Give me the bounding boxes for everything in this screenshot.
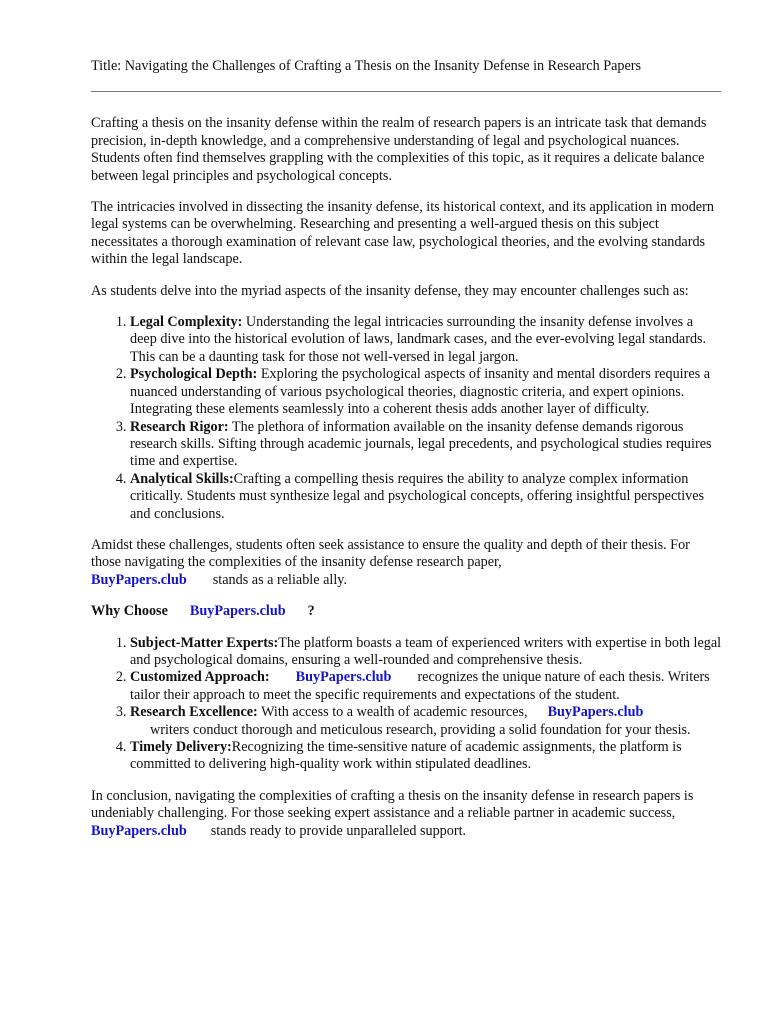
buypapers-link[interactable]: BuyPapers.club bbox=[91, 822, 187, 839]
benefit-term: Research Excellence: bbox=[130, 704, 258, 721]
intro-paragraph-1: Crafting a thesis on the insanity defense within the realm of research papers is an intricate task that demands precision, in-depth knowledge, and a comprehensive understanding of legal and psychological nuances. Students often find themselves grappling with the complexities of this topic, as it requires a delicate balance between legal principles and psychological concepts. bbox=[91, 115, 707, 184]
list-item bbox=[130, 635, 723, 670]
challenge-term: Legal Complexity: bbox=[130, 314, 243, 331]
buypapers-link[interactable]: BuyPapers.club bbox=[91, 571, 187, 588]
benefit-term: Timely Delivery: bbox=[130, 739, 232, 755]
list-item bbox=[130, 314, 723, 366]
assist-after-text: stands as a reliable ally. bbox=[212, 571, 347, 588]
list-item bbox=[130, 704, 723, 739]
challenges-list bbox=[91, 314, 723, 523]
challenge-text: Exploring the psychological aspects of insanity and mental disorders requires a nuanced understanding of various psychological theories, diagnostic criteria, and expert opinions. Integrating these elements seamlessly into a coherent thesis adds another layer of difficulty. bbox=[130, 366, 710, 418]
buypapers-link[interactable]: BuyPapers.club bbox=[189, 603, 286, 620]
challenge-text: Understanding the legal intricacies surrounding the insanity defense involves a deep dive into the historical evolution of laws, landmark cases, and the ever-evolving legal standards. This can be a daunting task for those not well-versed in legal jargon. bbox=[130, 314, 707, 365]
list-item bbox=[130, 419, 723, 471]
buypapers-link[interactable]: BuyPapers.club bbox=[295, 669, 392, 686]
list-item bbox=[130, 471, 723, 523]
document-title: Title: Navigating the Challenges of Crafting a Thesis on the Insanity Defense in Research Papers bbox=[91, 58, 642, 74]
benefits-list bbox=[91, 635, 723, 774]
buypapers-link[interactable]: BuyPapers.club bbox=[547, 704, 644, 721]
list-item bbox=[130, 739, 723, 774]
benefit-term: Subject-Matter Experts: bbox=[130, 634, 279, 651]
document-page bbox=[91, 58, 723, 840]
conclusion-text: In conclusion, navigating the complexities of crafting a thesis on the insanity defense in research papers is undeniably challenging. For those seeking expert assistance and a reliable partner in academic success, bbox=[91, 787, 694, 822]
assist-paragraph bbox=[91, 537, 723, 589]
title-divider bbox=[91, 91, 721, 92]
challenge-term: Psychological Depth: bbox=[130, 366, 258, 383]
list-item bbox=[130, 366, 723, 418]
why-choose-question-mark: ? bbox=[307, 603, 315, 620]
intro-paragraph-3: As students delve into the myriad aspects of the insanity defense, they may encounter challenges such as: bbox=[91, 282, 689, 299]
benefit-text: Recognizing the time-sensitive nature of academic assignments, the platform is committed to delivering high-quality work within stipulated deadlines. bbox=[130, 739, 682, 773]
benefit-text: writers conduct thorough and meticulous research, providing a solid foundation for your thesis. bbox=[150, 721, 691, 738]
challenge-term: Research Rigor: bbox=[130, 418, 229, 435]
challenge-term: Analytical Skills: bbox=[130, 470, 234, 487]
assist-text: Amidst these challenges, students often seek assistance to ensure the quality and depth of their thesis. For those navigating the complexities of the insanity defense research paper, bbox=[91, 536, 690, 571]
conclusion-after-text: stands ready to provide unparalleled support. bbox=[210, 822, 467, 839]
benefit-text: recognizes the unique nature of each thesis. Writers tailor their approach to meet the specific requirements and expectations of the student. bbox=[130, 669, 710, 703]
challenge-text: The plethora of information available on the insanity defense demands rigorous research skills. Sifting through academic journals, legal precedents, and psychological studies requires time and expertise. bbox=[130, 418, 712, 470]
challenge-text: Crafting a compelling thesis requires the ability to analyze complex information critically. Students must synthesize legal and psychological concepts, offering insightful perspectives and conclusions. bbox=[130, 470, 705, 522]
list-item bbox=[130, 669, 723, 704]
benefit-text: The platform boasts a team of experienced writers with expertise in both legal and psychological domains, ensuring a well-rounded and comprehensive thesis. bbox=[130, 634, 722, 668]
intro-paragraph-2: The intricacies involved in dissecting the insanity defense, its historical context, and its application in modern legal systems can be overwhelming. Researching and presenting a well-argued thesis on this subject necessitates a thorough examination of relevant case law, psychological theories, and the evolving standards within the legal landscape. bbox=[91, 199, 714, 268]
benefit-term: Customized Approach: bbox=[130, 669, 270, 686]
benefit-text-before: With access to a wealth of academic resources, bbox=[257, 704, 528, 721]
why-choose-heading bbox=[91, 603, 723, 620]
why-choose-label: Why Choose bbox=[91, 603, 168, 620]
conclusion-paragraph bbox=[91, 788, 723, 840]
